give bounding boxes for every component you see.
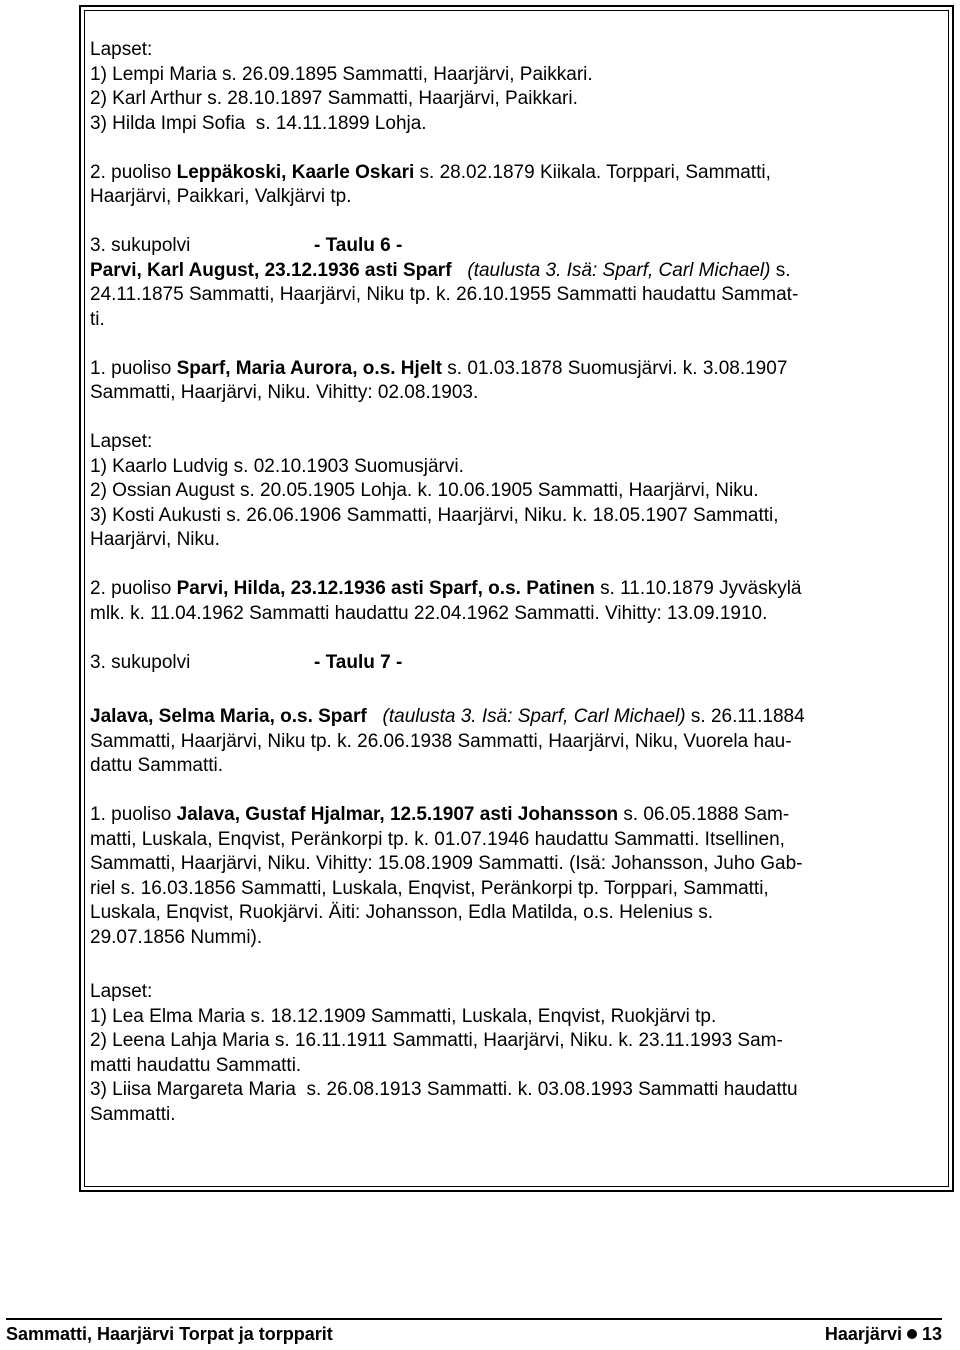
child-entry: 1) Lempi Maria s. 26.09.1895 Sammatti, Haarjärvi, Paikkari. <box>90 63 593 85</box>
bullet-icon <box>907 1329 917 1339</box>
child-entry: Sammatti. <box>90 1103 176 1125</box>
spouse-entry: 2. puoliso Parvi, Hilda, 23.12.1936 asti Sparf, o.s. Patinen s. 11.10.1879 Jyväskylä <box>90 578 802 599</box>
spouse-entry-line: mlk. k. 11.04.1962 Sammatti haudattu 22.04.1962 Sammatti. Vihitty: 13.09.1910. <box>90 602 768 624</box>
children-heading: Lapset: <box>90 981 153 1002</box>
page-footer <box>6 1318 942 1348</box>
footer-section: Haarjärvi <box>824 1323 902 1344</box>
child-entry: 3) Kosti Aukusti s. 26.06.1906 Sammatti, Haarjärvi, Niku. k. 18.05.1907 Sammatti, <box>90 504 779 526</box>
child-entry: 2) Leena Lahja Maria s. 16.11.1911 Sammatti, Haarjärvi, Niku. k. 23.11.1993 Sam- <box>90 1030 783 1051</box>
spouse-entry-line: Sammatti, Haarjärvi, Niku. Vihitty: 02.08.1903. <box>90 382 479 403</box>
table-heading <box>90 651 940 676</box>
spouse-entry: 1. puoliso Sparf, Maria Aurora, o.s. Hjelt s. 01.03.1878 Suomusjärvi. k. 3.08.1907 <box>90 357 788 379</box>
document-body <box>90 38 940 1127</box>
table-heading <box>90 234 940 259</box>
spouse-entry: 2. puoliso Leppäkoski, Kaarle Oskari s. 28.02.1879 Kiikala. Torppari, Sammatti, <box>90 161 771 183</box>
person-entry-line: Sammatti, Haarjärvi, Niku tp. k. 26.06.1938 Sammatti, Haarjärvi, Niku, Vuorela hau- <box>90 730 792 752</box>
page-number: 13 <box>921 1323 942 1344</box>
child-entry: 2) Karl Arthur s. 28.10.1897 Sammatti, Haarjärvi, Paikkari. <box>90 88 578 109</box>
footer-page-info <box>825 1324 942 1345</box>
person-entry-line: 24.11.1875 Sammatti, Haarjärvi, Niku tp. k. 26.10.1955 Sammatti haudattu Sammat- <box>90 284 799 305</box>
generation-label: 3. sukupolvi <box>90 651 191 673</box>
table-label: - Taulu 7 - <box>314 651 403 673</box>
person-entry-line: dattu Sammatti. <box>90 755 224 776</box>
generation-label: 3. sukupolvi <box>90 235 191 256</box>
table-label: - Taulu 6 - <box>314 235 403 256</box>
spouse-entry-line: Sammatti, Haarjärvi, Niku. Vihitty: 15.08.1909 Sammatti. (Isä: Johansson, Juho Gab- <box>90 853 803 874</box>
child-entry: 3) Liisa Margareta Maria s. 26.08.1913 Sammatti. k. 03.08.1993 Sammatti haudattu <box>90 1079 798 1100</box>
child-entry: 1) Kaarlo Ludvig s. 02.10.1903 Suomusjärvi. <box>90 455 464 477</box>
spouse-entry-line: 29.07.1856 Nummi). <box>90 926 263 948</box>
child-entry: Haarjärvi, Niku. <box>90 529 220 550</box>
child-entry: 3) Hilda Impi Sofia s. 14.11.1899 Lohja. <box>90 112 427 134</box>
footer-title: Sammatti, Haarjärvi Torpat ja torpparit <box>6 1323 333 1344</box>
spouse-entry-line: Luskala, Enqvist, Ruokjärvi. Äiti: Johansson, Edla Matilda, o.s. Helenius s. <box>90 902 714 923</box>
child-entry: 1) Lea Elma Maria s. 18.12.1909 Sammatti, Luskala, Enqvist, Ruokjärvi tp. <box>90 1005 717 1027</box>
spouse-entry: 1. puoliso Jalava, Gustaf Hjalmar, 12.5.1907 asti Johansson s. 06.05.1888 Sam- <box>90 804 790 825</box>
spouse-entry-line: riel s. 16.03.1856 Sammatti, Luskala, Enqvist, Peränkorpi tp. Torppari, Sammatti, <box>90 877 769 899</box>
children-heading: Lapset: <box>90 39 153 60</box>
spouse-entry-line: matti, Luskala, Enqvist, Peränkorpi tp. k. 01.07.1946 haudattu Sammatti. Itsellinen, <box>90 828 785 850</box>
person-entry: Jalava, Selma Maria, o.s. Sparf (taulusta 3. Isä: Sparf, Carl Michael) s. 26.11.1884 <box>90 706 805 727</box>
child-entry: matti haudattu Sammatti. <box>90 1054 302 1076</box>
children-heading: Lapset: <box>90 431 153 452</box>
spouse-entry-line: Haarjärvi, Paikkari, Valkjärvi tp. <box>90 186 352 207</box>
child-entry: 2) Ossian August s. 20.05.1905 Lohja. k. 10.06.1905 Sammatti, Haarjärvi, Niku. <box>90 480 759 501</box>
person-entry-line: ti. <box>90 308 105 330</box>
person-entry: Parvi, Karl August, 23.12.1936 asti Sparf (taulusta 3. Isä: Sparf, Carl Michael) s. <box>90 259 791 281</box>
